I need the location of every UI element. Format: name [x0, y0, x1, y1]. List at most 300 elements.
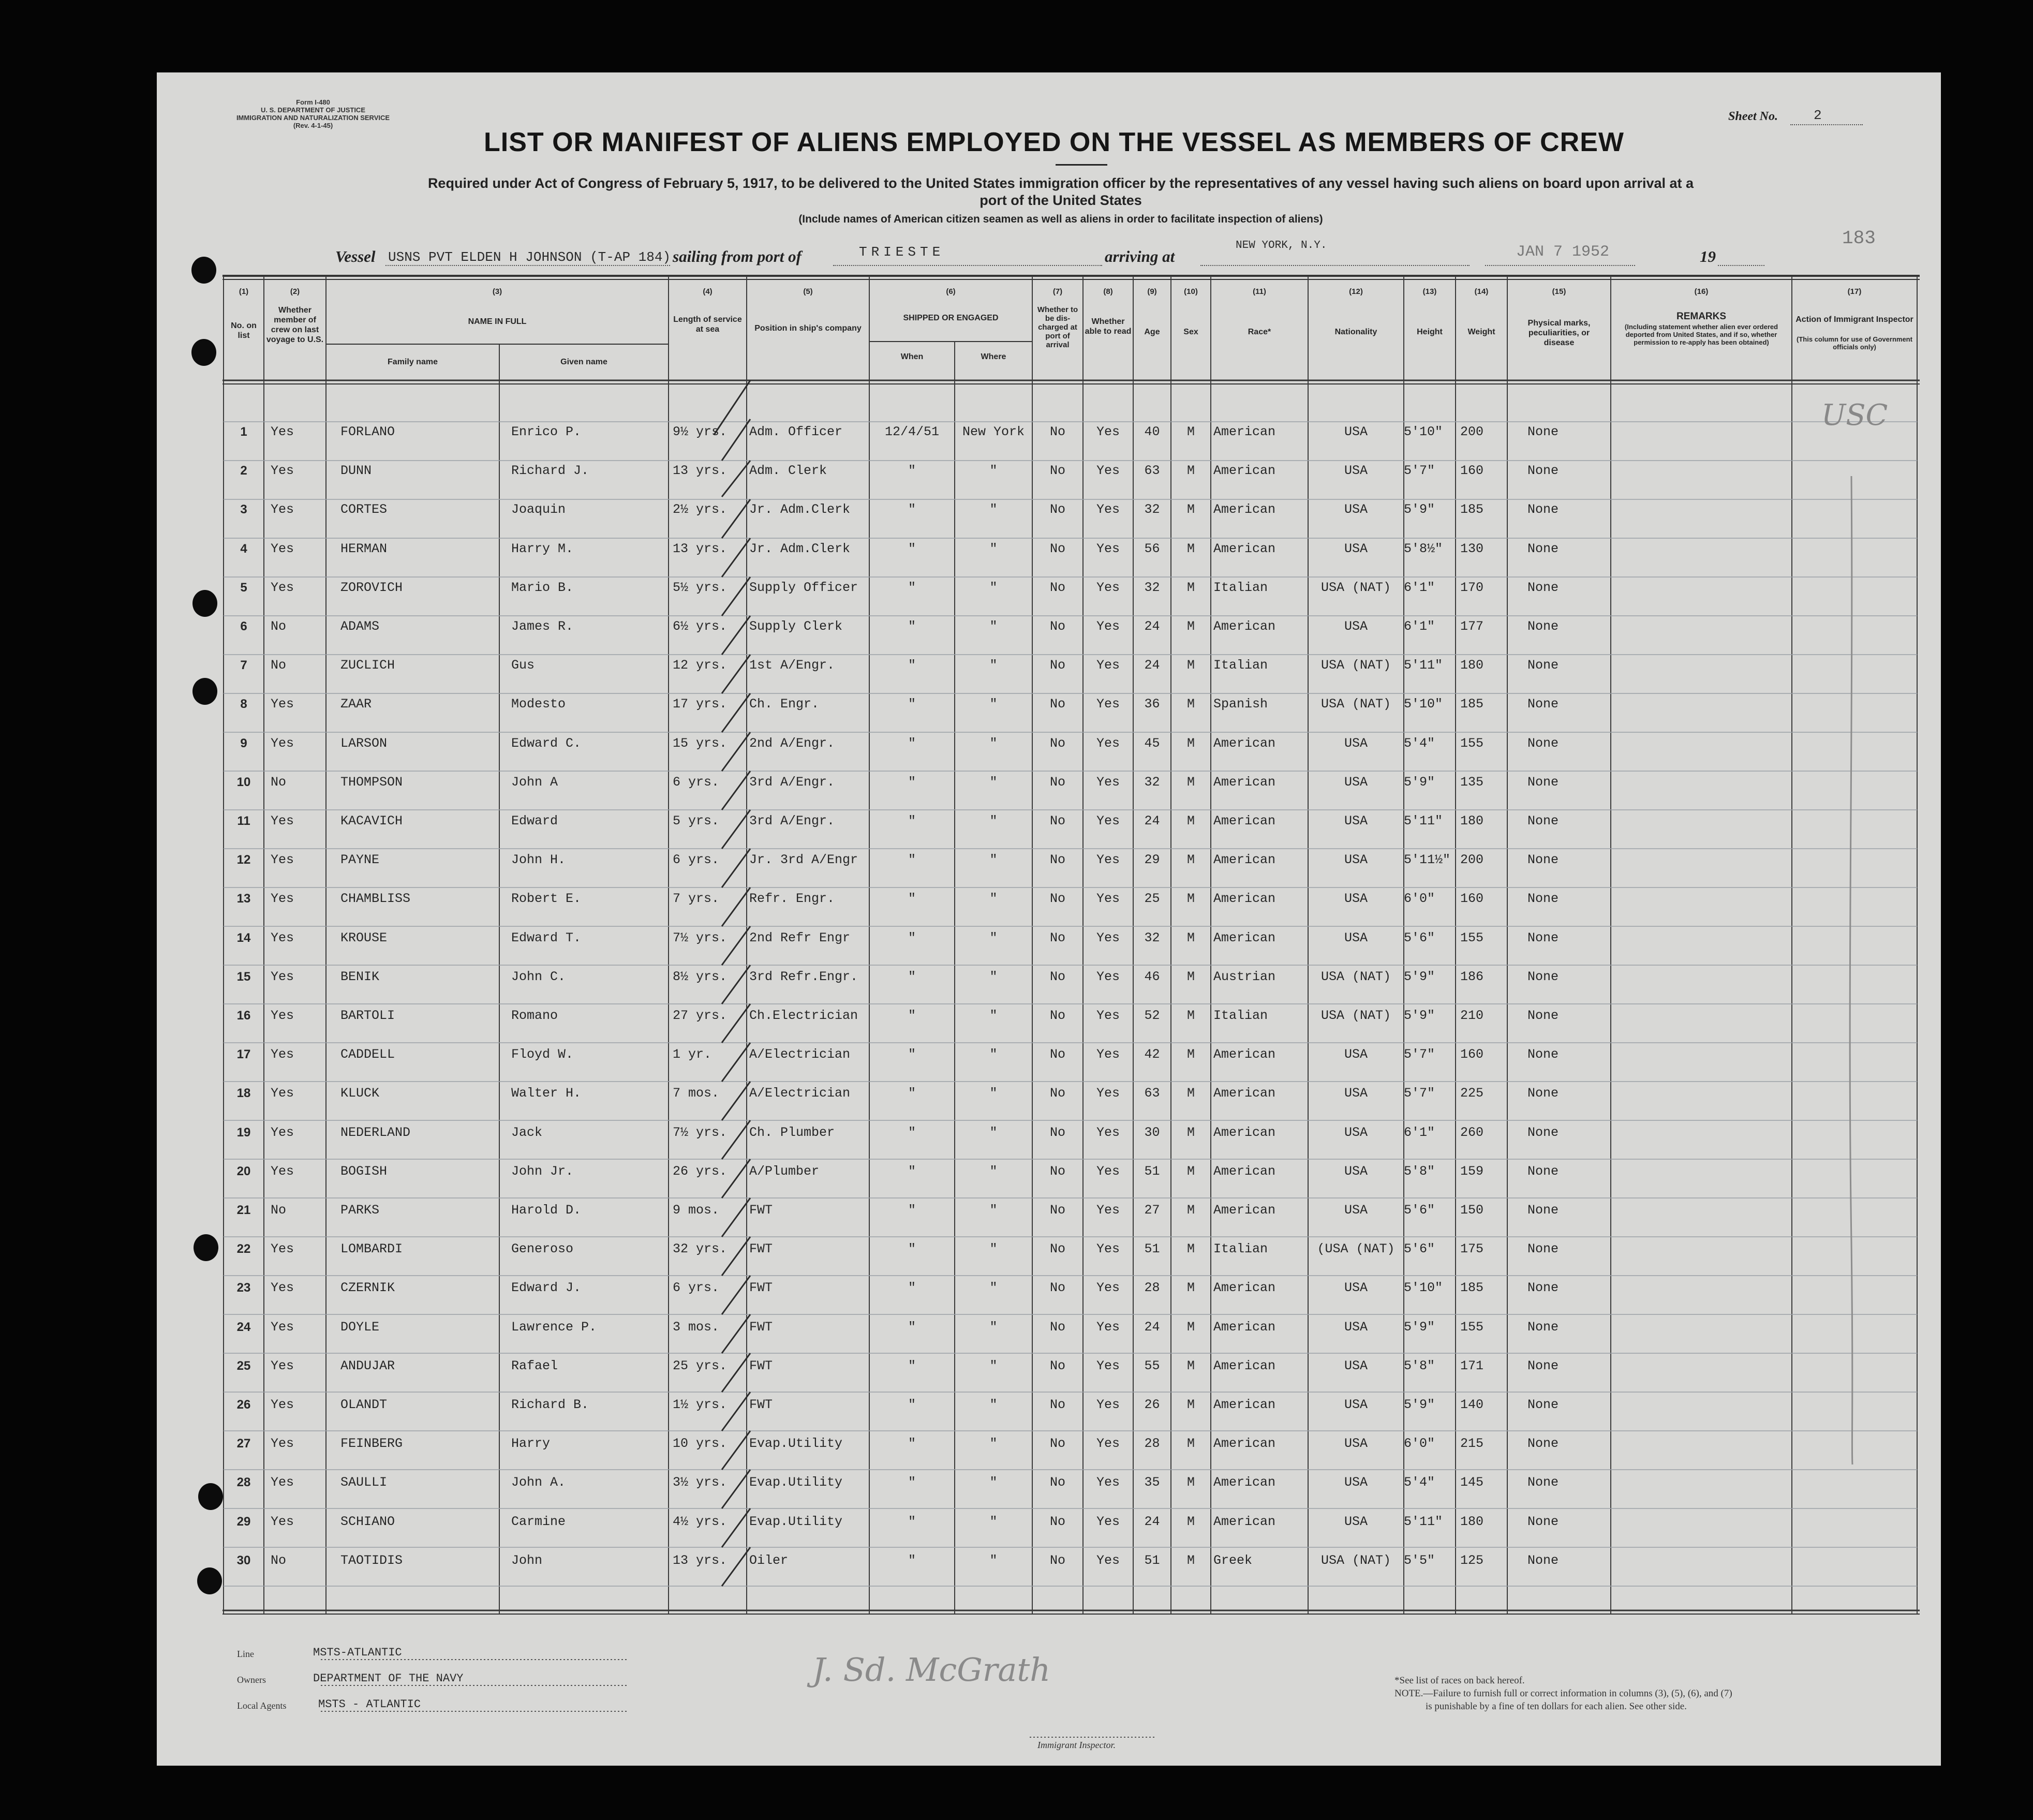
cell-when: "	[908, 619, 916, 634]
cell-nationality: USA	[1344, 813, 1368, 828]
cell-service: 10 yrs.	[673, 1436, 728, 1452]
cell-given: Walter H.	[511, 1086, 582, 1101]
cell-read: Yes	[1096, 891, 1120, 907]
cell-sex: M	[1186, 658, 1195, 673]
cell-service: 6 yrs.	[673, 774, 720, 790]
cell-no: 10	[236, 775, 251, 789]
cell-no: 16	[236, 1009, 251, 1023]
cell-given: Jack	[511, 1124, 543, 1140]
vessel-label: Vessel	[335, 247, 376, 265]
cell-discharged: No	[1049, 1319, 1065, 1335]
cell-age: 24	[1144, 619, 1160, 634]
cell-position: 2nd Refr Engr	[749, 930, 851, 945]
cell-family: KACAVICH	[340, 813, 403, 828]
cell-weight: 200	[1460, 424, 1484, 439]
cell-read: Yes	[1096, 813, 1120, 828]
cell-race: American	[1213, 891, 1276, 907]
cell-marks: None	[1527, 580, 1559, 595]
header-no-on-list: No. on list	[231, 321, 257, 340]
cell-race: American	[1213, 1514, 1276, 1529]
cell-prior: Yes	[271, 424, 294, 439]
cell-discharged: No	[1049, 580, 1065, 595]
cell-position: A/Plumber	[749, 1163, 820, 1179]
page-title: LIST OR MANIFEST OF ALIENS EMPLOYED ON THE VESSEL AS MEMBERS OF CREW	[484, 127, 1624, 157]
cell-service: 12 yrs.	[673, 658, 728, 673]
cell-race: American	[1213, 1319, 1276, 1335]
cell-where: New York	[962, 424, 1025, 439]
cell-when: "	[908, 1241, 916, 1257]
sailing-label: sailing from port of	[673, 247, 802, 265]
cell-marks: None	[1527, 424, 1559, 439]
header-physical-marks: Physical marks, peculiarities, or disease	[1527, 319, 1591, 347]
header-weight: Weight	[1467, 328, 1495, 336]
cell-where: "	[989, 930, 998, 945]
cell-family: PARKS	[340, 1203, 380, 1218]
cell-age: 27	[1144, 1203, 1160, 1218]
cell-race: American	[1213, 852, 1276, 868]
cell-when: "	[908, 1124, 916, 1140]
footnote-note: NOTE.—Failure to furnish full or correct information in columns (3), (5), (6), and (7)	[1394, 1688, 1732, 1699]
cell-discharged: No	[1049, 1047, 1065, 1062]
cell-sex: M	[1186, 1514, 1195, 1529]
cell-when: "	[908, 1163, 916, 1179]
cell-given: Robert E.	[511, 891, 582, 907]
cell-where: "	[989, 1008, 998, 1023]
cell-family: ZOROVICH	[340, 580, 403, 595]
cell-prior: Yes	[271, 1358, 294, 1373]
cell-sex: M	[1186, 735, 1195, 751]
owners-label: Owners	[237, 1675, 266, 1685]
cell-height: 5'5"	[1404, 1552, 1435, 1568]
cell-family: FEINBERG	[340, 1436, 403, 1452]
cell-sex: M	[1186, 1280, 1195, 1296]
cell-height: 6'1"	[1404, 1124, 1435, 1140]
cell-weight: 175	[1460, 1241, 1484, 1257]
cell-no: 13	[236, 892, 251, 906]
header-position: Position in ship's company	[754, 324, 862, 333]
cell-race: American	[1213, 813, 1276, 828]
footnote-penalty: is punishable by a fine of ten dollars for each alien. See other side.	[1426, 1701, 1687, 1712]
inspector-label: Immigrant Inspector.	[1037, 1740, 1116, 1750]
cell-service: 7½ yrs.	[673, 930, 728, 945]
col-number: (10)	[1184, 287, 1198, 296]
cell-nationality: USA	[1344, 1203, 1368, 1218]
cell-sex: M	[1186, 891, 1195, 907]
cell-weight: 171	[1460, 1358, 1484, 1373]
header-remarks: REMARKS	[1676, 311, 1727, 322]
col-number: (13)	[1422, 287, 1437, 296]
cell-read: Yes	[1096, 1358, 1120, 1373]
cell-given: John	[511, 1552, 543, 1568]
cell-family: TAOTIDIS	[340, 1552, 403, 1568]
cell-service: 5 yrs.	[673, 813, 720, 828]
cell-height: 5'11"	[1404, 1514, 1443, 1529]
cell-no: 12	[236, 853, 251, 867]
cell-family: CORTES	[340, 502, 388, 517]
cell-marks: None	[1527, 1514, 1559, 1529]
cell-age: 32	[1144, 930, 1160, 945]
cell-race: Italian	[1213, 1241, 1268, 1257]
cell-sex: M	[1186, 969, 1195, 984]
cell-prior: Yes	[271, 697, 294, 712]
col-number: (12)	[1349, 287, 1363, 296]
cell-family: OLANDT	[340, 1397, 388, 1412]
cell-service: 1 yr.	[673, 1047, 712, 1062]
cell-no: 11	[237, 814, 250, 828]
cell-when: "	[908, 1086, 916, 1101]
cell-service: 6 yrs.	[673, 852, 720, 868]
cell-family: CADDELL	[340, 1047, 395, 1062]
cell-given: John A	[511, 774, 558, 790]
cell-nationality: (USA (NAT)	[1317, 1241, 1395, 1257]
cell-nationality: USA	[1344, 1086, 1368, 1101]
cell-weight: 177	[1460, 619, 1484, 634]
cell-discharged: No	[1049, 1008, 1065, 1023]
arriving-label: arriving at	[1105, 247, 1175, 265]
cell-where: "	[989, 1358, 998, 1373]
cell-family: LARSON	[340, 735, 388, 751]
cell-marks: None	[1527, 1475, 1559, 1490]
cell-service: 2½ yrs.	[673, 502, 728, 517]
cell-no: 9	[240, 736, 247, 750]
cell-prior: Yes	[271, 1008, 294, 1023]
header-action-inspector: Action of Immigrant Inspector	[1795, 315, 1913, 324]
cell-prior: Yes	[271, 930, 294, 945]
cell-race: Italian	[1213, 580, 1268, 595]
cell-marks: None	[1527, 1241, 1559, 1257]
cell-no: 26	[236, 1398, 251, 1412]
cell-nationality: USA	[1344, 1514, 1368, 1529]
cell-weight: 130	[1460, 541, 1484, 556]
cell-read: Yes	[1096, 774, 1120, 790]
arrival-date-stamp: JAN 7 1952	[1516, 243, 1610, 261]
cell-sex: M	[1186, 541, 1195, 556]
cell-weight: 185	[1460, 502, 1484, 517]
cell-sex: M	[1186, 1124, 1195, 1140]
cell-weight: 186	[1460, 969, 1484, 984]
cell-marks: None	[1527, 1124, 1559, 1140]
cell-marks: None	[1527, 1163, 1559, 1179]
cell-weight: 150	[1460, 1203, 1484, 1218]
cell-read: Yes	[1096, 1124, 1120, 1140]
cell-prior: Yes	[271, 463, 294, 479]
col-number: (7)	[1052, 287, 1063, 296]
cell-height: 5'10"	[1404, 1280, 1443, 1296]
cell-prior: Yes	[271, 1241, 294, 1257]
cell-prior: Yes	[271, 1124, 294, 1140]
cell-discharged: No	[1049, 1475, 1065, 1490]
cell-service: 1½ yrs.	[673, 1397, 728, 1412]
cell-when: "	[908, 735, 916, 751]
cell-no: 14	[236, 930, 251, 945]
cell-race: American	[1213, 619, 1276, 634]
cell-marks: None	[1527, 1552, 1559, 1568]
cell-position: FWT	[749, 1358, 773, 1373]
cell-no: 5	[240, 580, 247, 595]
cell-where: "	[989, 852, 998, 868]
cell-height: 5'7"	[1404, 1047, 1435, 1062]
cell-nationality: USA	[1344, 1124, 1368, 1140]
col-number: (11)	[1253, 287, 1266, 296]
cell-nationality: USA	[1344, 735, 1368, 751]
cell-family: ADAMS	[340, 619, 380, 634]
cell-marks: None	[1527, 1280, 1559, 1296]
cell-height: 6'1"	[1404, 619, 1435, 634]
cell-weight: 155	[1460, 1319, 1484, 1335]
cell-height: 5'6"	[1404, 930, 1435, 945]
cell-marks: None	[1527, 502, 1559, 517]
cell-sex: M	[1186, 930, 1195, 945]
cell-marks: None	[1527, 541, 1559, 556]
cell-service: 13 yrs.	[673, 1552, 728, 1568]
cell-when: "	[908, 1008, 916, 1023]
cell-read: Yes	[1096, 463, 1120, 479]
cell-race: Greek	[1213, 1552, 1253, 1568]
cell-when: "	[908, 1047, 916, 1062]
cell-where: "	[989, 1319, 998, 1335]
cell-no: 3	[240, 502, 247, 517]
cell-family: KROUSE	[340, 930, 388, 945]
cell-height: 5'9"	[1404, 969, 1435, 984]
cell-prior: Yes	[271, 891, 294, 907]
cell-nationality: USA	[1344, 1319, 1368, 1335]
cell-prior: Yes	[271, 852, 294, 868]
cell-discharged: No	[1049, 1241, 1065, 1257]
cell-race: American	[1213, 502, 1276, 517]
cell-weight: 160	[1460, 463, 1484, 479]
cell-weight: 155	[1460, 735, 1484, 751]
cell-weight: 200	[1460, 852, 1484, 868]
cell-height: 6'1"	[1404, 580, 1435, 595]
cell-where: "	[989, 1203, 998, 1218]
cell-service: 6 yrs.	[673, 1280, 720, 1296]
cell-given: Modesto	[511, 697, 566, 712]
cell-service: 15 yrs.	[673, 735, 728, 751]
cell-read: Yes	[1096, 658, 1120, 673]
cell-age: 32	[1144, 580, 1160, 595]
cell-family: LOMBARDI	[340, 1241, 403, 1257]
col-number: (2)	[290, 287, 300, 296]
cell-nationality: USA (NAT)	[1320, 1008, 1391, 1023]
year-line	[1718, 265, 1764, 266]
cell-prior: Yes	[271, 1047, 294, 1062]
cell-where: "	[989, 697, 998, 712]
cell-where: "	[989, 1397, 998, 1412]
cell-read: Yes	[1096, 580, 1120, 595]
cell-prior: Yes	[271, 1475, 294, 1490]
cell-read: Yes	[1096, 852, 1120, 868]
cell-prior: Yes	[271, 969, 294, 984]
cell-age: 28	[1144, 1436, 1160, 1452]
cell-discharged: No	[1049, 697, 1065, 712]
cell-no: 20	[236, 1164, 251, 1178]
cell-no: 8	[240, 697, 247, 712]
punch-hole	[194, 1234, 218, 1261]
cell-discharged: No	[1049, 1163, 1065, 1179]
cell-where: "	[989, 774, 998, 790]
cell-position: FWT	[749, 1203, 773, 1218]
line-value: MSTS-ATLANTIC	[313, 1646, 402, 1659]
cell-family: SAULLI	[340, 1475, 388, 1490]
cell-where: "	[989, 1436, 998, 1452]
cell-age: 51	[1144, 1241, 1160, 1257]
header-able-to-read: Whether able to read	[1085, 317, 1132, 336]
cell-given: Mario B.	[511, 580, 574, 595]
cell-weight: 155	[1460, 930, 1484, 945]
cell-when: "	[908, 1552, 916, 1568]
cell-marks: None	[1527, 1047, 1559, 1062]
cell-race: Italian	[1213, 658, 1268, 673]
cell-no: 25	[236, 1358, 251, 1373]
cell-nationality: USA	[1344, 1358, 1368, 1373]
col-number: (1)	[239, 287, 249, 296]
cell-race: American	[1213, 1436, 1276, 1452]
cell-position: FWT	[749, 1397, 773, 1412]
cell-position: Refr. Engr.	[749, 891, 835, 907]
cell-family: SCHIANO	[340, 1514, 395, 1529]
cell-service: 13 yrs.	[673, 541, 728, 556]
cell-nationality: USA	[1344, 463, 1368, 479]
header-member-last-voyage: Whether member of crew on last voyage to U.S.	[266, 306, 324, 344]
cell-height: 5'11"	[1404, 658, 1443, 673]
cell-discharged: No	[1049, 1514, 1065, 1529]
cell-marks: None	[1527, 1008, 1559, 1023]
cell-where: "	[989, 1047, 998, 1062]
cell-prior: Yes	[271, 1319, 294, 1335]
agents-value: MSTS - ATLANTIC	[318, 1698, 421, 1711]
cell-discharged: No	[1049, 1436, 1065, 1452]
cell-marks: None	[1527, 697, 1559, 712]
cell-when: "	[908, 852, 916, 868]
cell-read: Yes	[1096, 735, 1120, 751]
cell-read: Yes	[1096, 1436, 1120, 1452]
cell-height: 5'4"	[1404, 1475, 1435, 1490]
cell-race: American	[1213, 774, 1276, 790]
cell-weight: 159	[1460, 1163, 1484, 1179]
footnote-races: *See list of races on back hereof.	[1394, 1675, 1525, 1686]
cell-given: Generoso	[511, 1241, 574, 1257]
cell-service: 9½ yrs.	[673, 424, 728, 439]
cell-position: Adm. Officer	[749, 424, 843, 439]
cell-given: Joaquin	[511, 502, 566, 517]
cell-marks: None	[1527, 969, 1559, 984]
port-to: NEW YORK, N.Y.	[1236, 240, 1327, 251]
cell-position: Ch.Electrician	[749, 1008, 858, 1023]
cell-height: 5'9"	[1404, 774, 1435, 790]
cell-prior: No	[271, 774, 287, 790]
cell-read: Yes	[1096, 1397, 1120, 1412]
cell-service: 8½ yrs.	[673, 969, 728, 984]
cell-where: "	[989, 1475, 998, 1490]
cell-position: FWT	[749, 1319, 773, 1335]
cell-prior: Yes	[271, 1436, 294, 1452]
cell-sex: M	[1186, 1163, 1195, 1179]
cell-weight: 185	[1460, 1280, 1484, 1296]
cell-position: Evap.Utility	[749, 1475, 843, 1490]
cell-family: ANDUJAR	[340, 1358, 395, 1373]
cell-when: "	[908, 1203, 916, 1218]
cell-read: Yes	[1096, 619, 1120, 634]
cell-prior: No	[271, 1203, 287, 1218]
cell-race: American	[1213, 424, 1276, 439]
cell-sex: M	[1186, 1008, 1195, 1023]
cell-service: 6½ yrs.	[673, 619, 728, 634]
cell-height: 5'6"	[1404, 1241, 1435, 1257]
cell-weight: 260	[1460, 1124, 1484, 1140]
cell-marks: None	[1527, 930, 1559, 945]
cell-no: 2	[240, 464, 247, 478]
cell-weight: 215	[1460, 1436, 1484, 1452]
cell-when: 12/4/51	[884, 424, 940, 439]
punch-hole	[192, 590, 217, 617]
cell-race: American	[1213, 1086, 1276, 1101]
cell-sex: M	[1186, 774, 1195, 790]
cell-read: Yes	[1096, 969, 1120, 984]
header-name-in-full: NAME IN FULL	[468, 317, 527, 326]
cell-discharged: No	[1049, 813, 1065, 828]
cell-discharged: No	[1049, 658, 1065, 673]
cell-where: "	[989, 658, 998, 673]
header-race: Race*	[1248, 328, 1271, 336]
cell-no: 7	[240, 658, 247, 673]
cell-position: FWT	[749, 1241, 773, 1257]
cell-height: 5'11"	[1404, 813, 1443, 828]
cell-no: 15	[236, 969, 251, 984]
cell-discharged: No	[1049, 1280, 1065, 1296]
cell-read: Yes	[1096, 930, 1120, 945]
cell-age: 32	[1144, 502, 1160, 517]
punch-hole	[191, 257, 216, 284]
agents-label: Local Agents	[237, 1700, 287, 1711]
cell-age: 42	[1144, 1047, 1160, 1062]
cell-service: 7 yrs.	[673, 891, 720, 907]
cell-family: KLUCK	[340, 1086, 380, 1101]
cell-height: 5'10"	[1404, 697, 1443, 712]
cell-position: Adm. Clerk	[749, 463, 827, 479]
cell-read: Yes	[1096, 502, 1120, 517]
cell-height: 5'9"	[1404, 502, 1435, 517]
subtitle: Required under Act of Congress of February 5, 1917, to be delivered to the United States immigration officer by the representatives of any vessel having such aliens on board upon arrival at a port of the United States	[427, 175, 1694, 208]
cell-no: 27	[236, 1437, 251, 1451]
cell-read: Yes	[1096, 1514, 1120, 1529]
cell-height: 6'0"	[1404, 891, 1435, 907]
cell-family: ZAAR	[340, 697, 372, 712]
cell-discharged: No	[1049, 1124, 1065, 1140]
cell-service: 3½ yrs.	[673, 1475, 728, 1490]
cell-prior: No	[271, 619, 287, 634]
cell-when: "	[908, 1514, 916, 1529]
cell-marks: None	[1527, 1436, 1559, 1452]
cell-sex: M	[1186, 1358, 1195, 1373]
cell-where: "	[989, 619, 998, 634]
cell-sex: M	[1186, 1319, 1195, 1335]
cell-when: "	[908, 658, 916, 673]
date-line	[1485, 265, 1635, 266]
cell-sex: M	[1186, 1241, 1195, 1257]
cell-nationality: USA	[1344, 774, 1368, 790]
cell-no: 23	[236, 1281, 251, 1295]
cell-position: 2nd A/Engr.	[749, 735, 835, 751]
cell-read: Yes	[1096, 1008, 1120, 1023]
cell-read: Yes	[1096, 1203, 1120, 1218]
cell-no: 29	[236, 1514, 251, 1529]
cell-discharged: No	[1049, 541, 1065, 556]
header-nationality: Nationality	[1334, 328, 1377, 336]
cell-sex: M	[1186, 580, 1195, 595]
cell-given: Harry M.	[511, 541, 574, 556]
cell-sex: M	[1186, 502, 1195, 517]
cell-race: American	[1213, 1124, 1276, 1140]
